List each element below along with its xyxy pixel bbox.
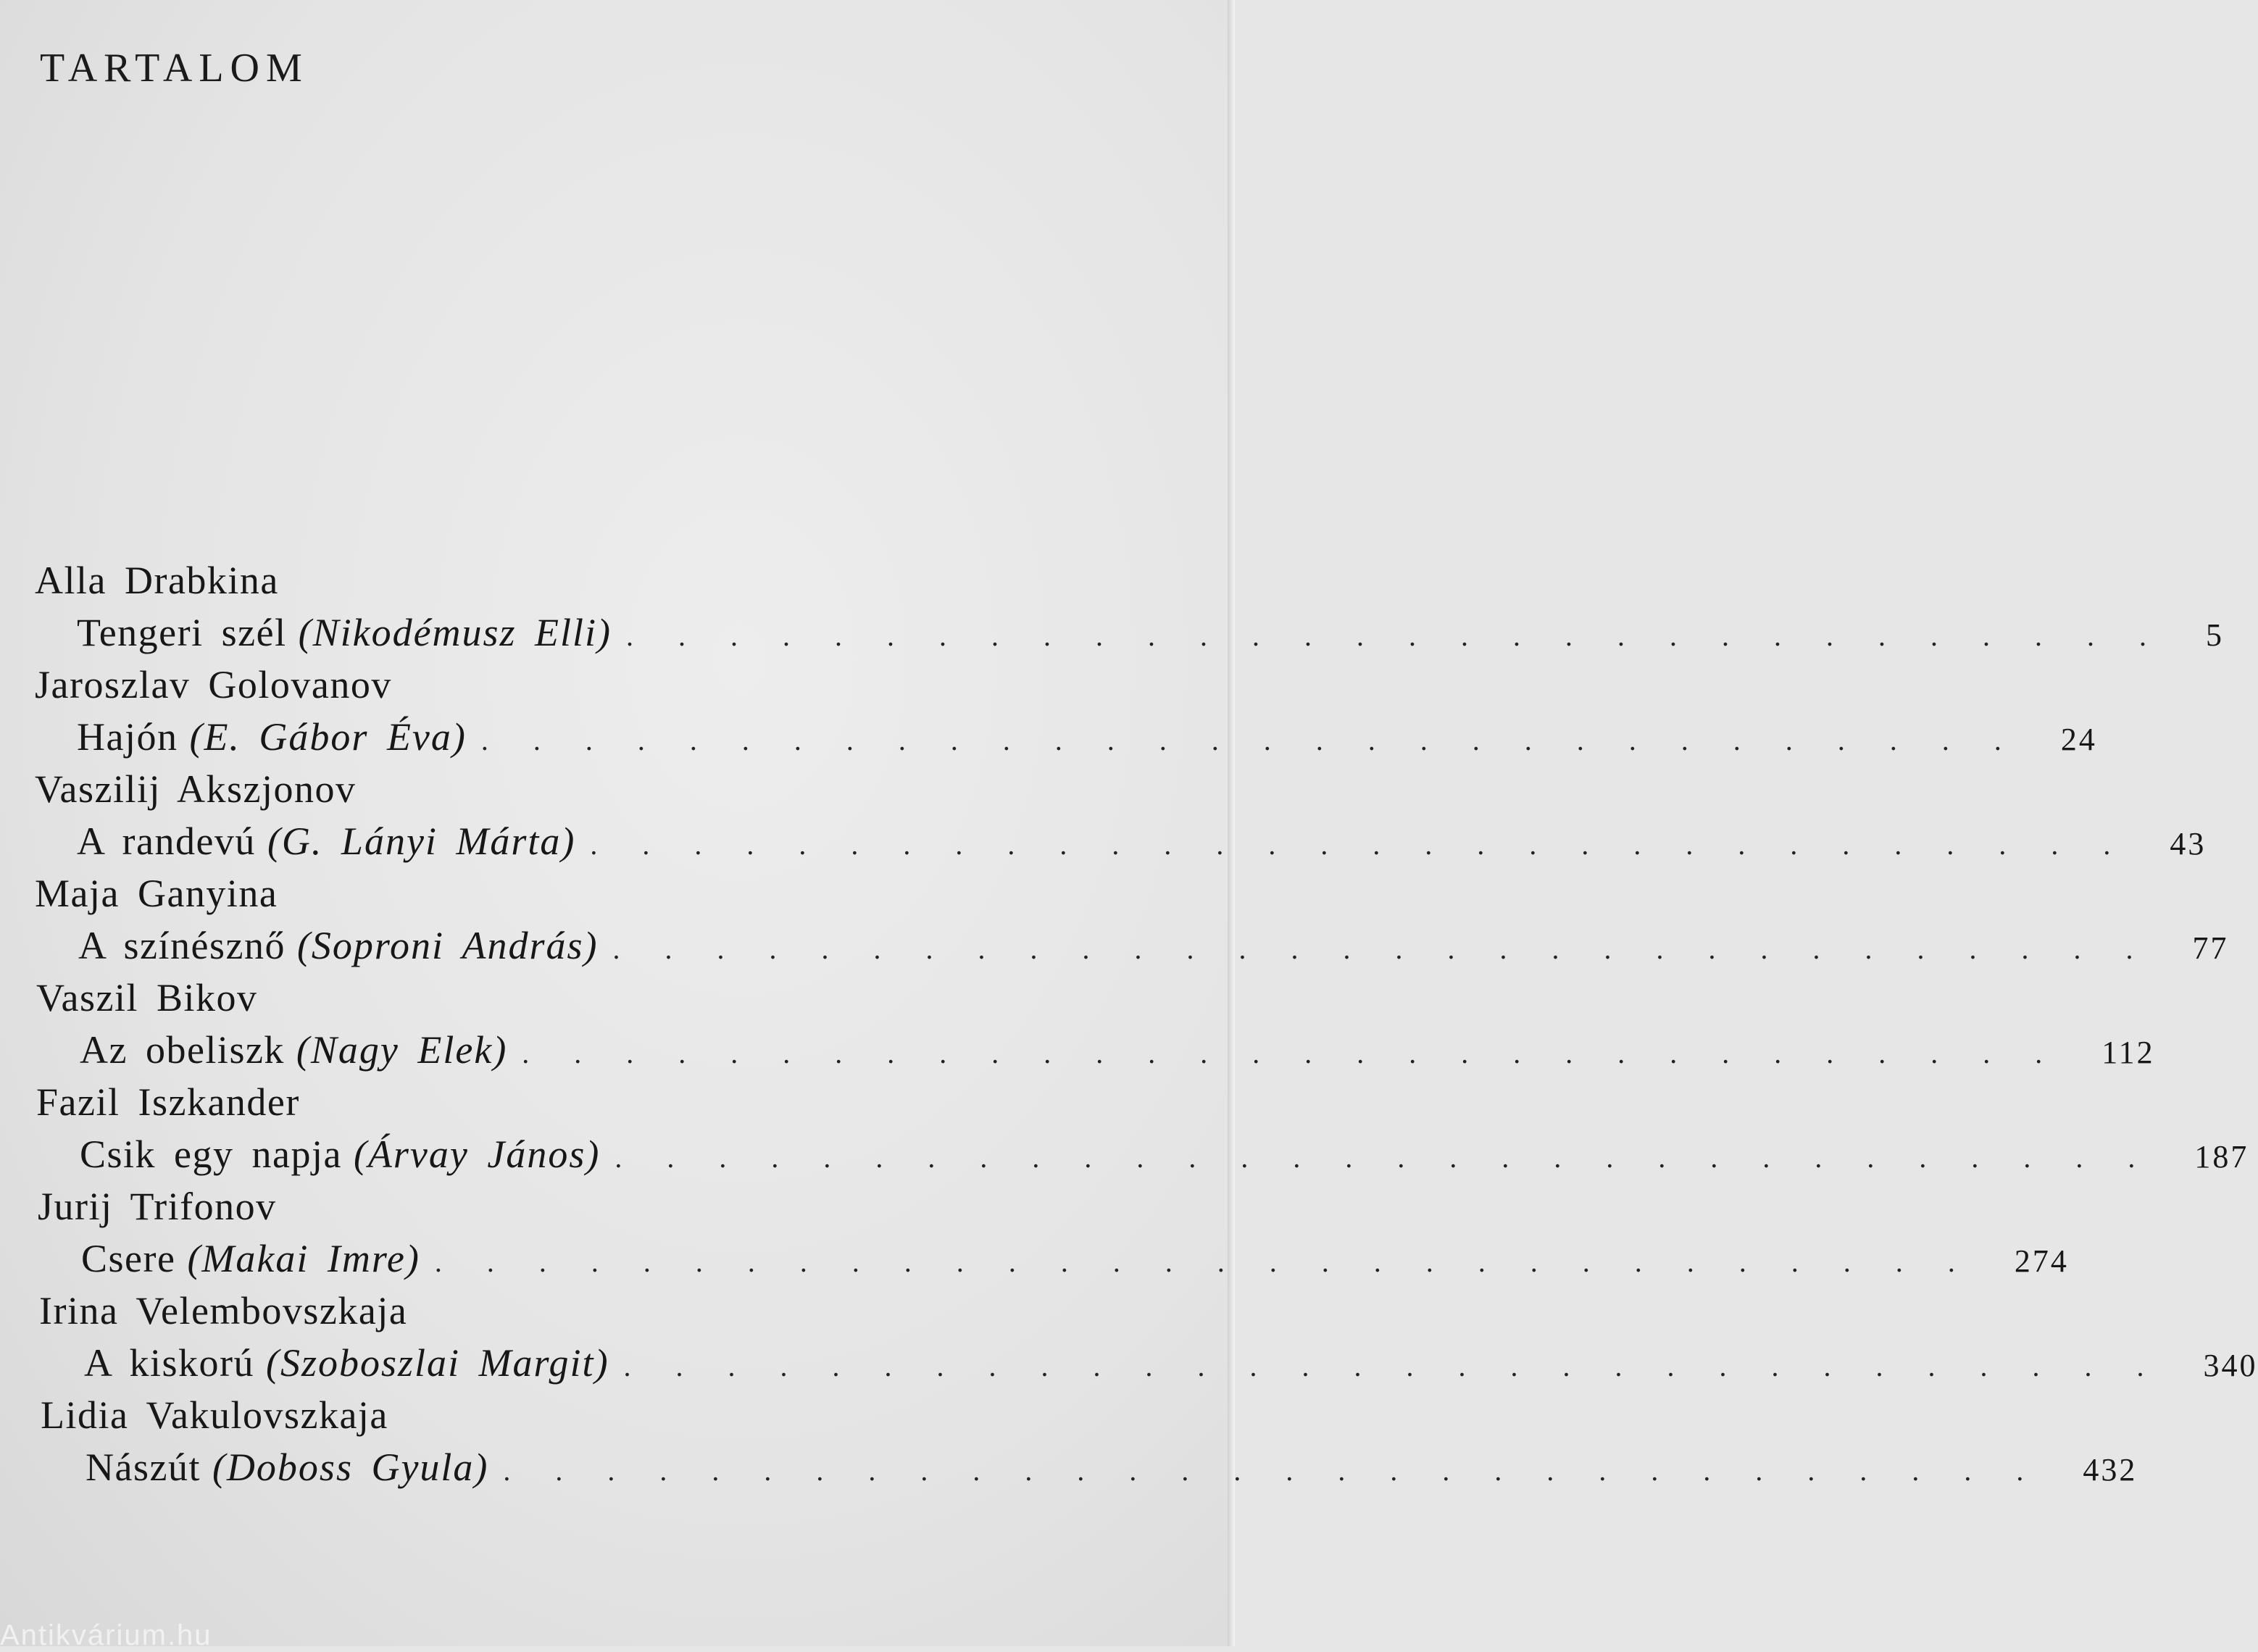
dot-leader: .............................. bbox=[522, 1037, 2088, 1069]
toc-title-line bbox=[77, 610, 2225, 662]
toc-title: A színésznő bbox=[78, 924, 286, 967]
toc-title-line bbox=[77, 819, 2207, 871]
dot-leader: .............................. bbox=[623, 1350, 2189, 1382]
toc-entry bbox=[0, 1288, 2258, 1393]
toc-page-number: 274 bbox=[2014, 1243, 2069, 1279]
toc-page-number: 187 bbox=[2194, 1139, 2249, 1175]
watermark: Antikvárium.hu bbox=[0, 1619, 212, 1651]
toc-author: Fazil Iszkander bbox=[36, 1080, 300, 1124]
dot-leader: .............................. bbox=[612, 933, 2178, 965]
toc-author: Jaroszlav Golovanov bbox=[35, 663, 392, 706]
toc-author: Jurij Trifonov bbox=[38, 1185, 277, 1228]
toc-page-number: 432 bbox=[2083, 1452, 2138, 1488]
toc-title: Csere bbox=[81, 1237, 176, 1280]
toc-entry bbox=[0, 767, 2207, 871]
toc-page-number: 24 bbox=[2060, 722, 2097, 757]
toc-translator: (Nikodémusz Elli) bbox=[298, 611, 612, 654]
toc-title-line bbox=[81, 1236, 2069, 1288]
toc-page-number: 5 bbox=[2206, 617, 2225, 653]
toc-page-number: 112 bbox=[2101, 1035, 2155, 1070]
toc-entry bbox=[0, 975, 2155, 1080]
toc-translator: (Szoboszlai Margit) bbox=[266, 1341, 609, 1385]
toc-page-number: 77 bbox=[2192, 930, 2229, 966]
toc-entry bbox=[0, 1184, 2069, 1288]
toc-entry bbox=[0, 1080, 2249, 1184]
toc-author: Maja Ganyina bbox=[35, 872, 278, 915]
toc-translator: (Árvay János) bbox=[353, 1132, 601, 1176]
toc-translator: (E. Gábor Éva) bbox=[189, 715, 467, 759]
toc-translator: (Soproni András) bbox=[296, 924, 599, 967]
toc-translator: (Doboss Gyula) bbox=[212, 1446, 489, 1489]
dot-leader: .............................. bbox=[503, 1454, 2069, 1487]
toc-entry bbox=[0, 1393, 2138, 1497]
toc-entry bbox=[0, 558, 2225, 662]
toc-author: Irina Velembovszkaja bbox=[39, 1289, 408, 1332]
toc-title-line bbox=[80, 1132, 2249, 1184]
dot-leader: .............................. bbox=[590, 828, 2156, 861]
toc-author: Alla Drabkina bbox=[35, 559, 279, 602]
contents-heading: TARTALOM bbox=[40, 46, 309, 91]
toc-title: Az obeliszk bbox=[80, 1028, 285, 1072]
dot-leader: .............................. bbox=[626, 620, 2192, 652]
toc-title-line bbox=[77, 714, 2097, 767]
toc-translator: (G. Lányi Márta) bbox=[267, 819, 576, 863]
toc-title: Nászút bbox=[86, 1446, 201, 1489]
dot-leader: .............................. bbox=[434, 1246, 2000, 1278]
toc-translator: (Makai Imre) bbox=[187, 1237, 420, 1280]
table-of-contents bbox=[0, 558, 2258, 1497]
toc-title-line bbox=[86, 1445, 2138, 1497]
toc-entry bbox=[0, 871, 2229, 975]
toc-author: Vaszil Bikov bbox=[36, 976, 258, 1019]
toc-title: A kiskorú bbox=[84, 1341, 255, 1385]
toc-title-line bbox=[84, 1340, 2258, 1393]
toc-author: Vaszilij Akszjonov bbox=[35, 767, 357, 811]
dot-leader: .............................. bbox=[615, 1141, 2180, 1174]
toc-title-line bbox=[80, 1027, 2155, 1080]
toc-title-line bbox=[78, 923, 2229, 975]
dot-leader: .............................. bbox=[480, 724, 2046, 756]
toc-title: A randevú bbox=[77, 819, 256, 863]
toc-author: Lidia Vakulovszkaja bbox=[41, 1393, 388, 1437]
toc-entry bbox=[0, 662, 2097, 767]
toc-page-number: 43 bbox=[2170, 826, 2207, 862]
toc-title: Csik egy napja bbox=[80, 1132, 342, 1176]
toc-translator: (Nagy Elek) bbox=[296, 1028, 508, 1072]
toc-title: Tengeri szél bbox=[77, 611, 287, 654]
toc-page-number: 340 bbox=[2203, 1348, 2258, 1383]
toc-title: Hajón bbox=[77, 715, 178, 759]
